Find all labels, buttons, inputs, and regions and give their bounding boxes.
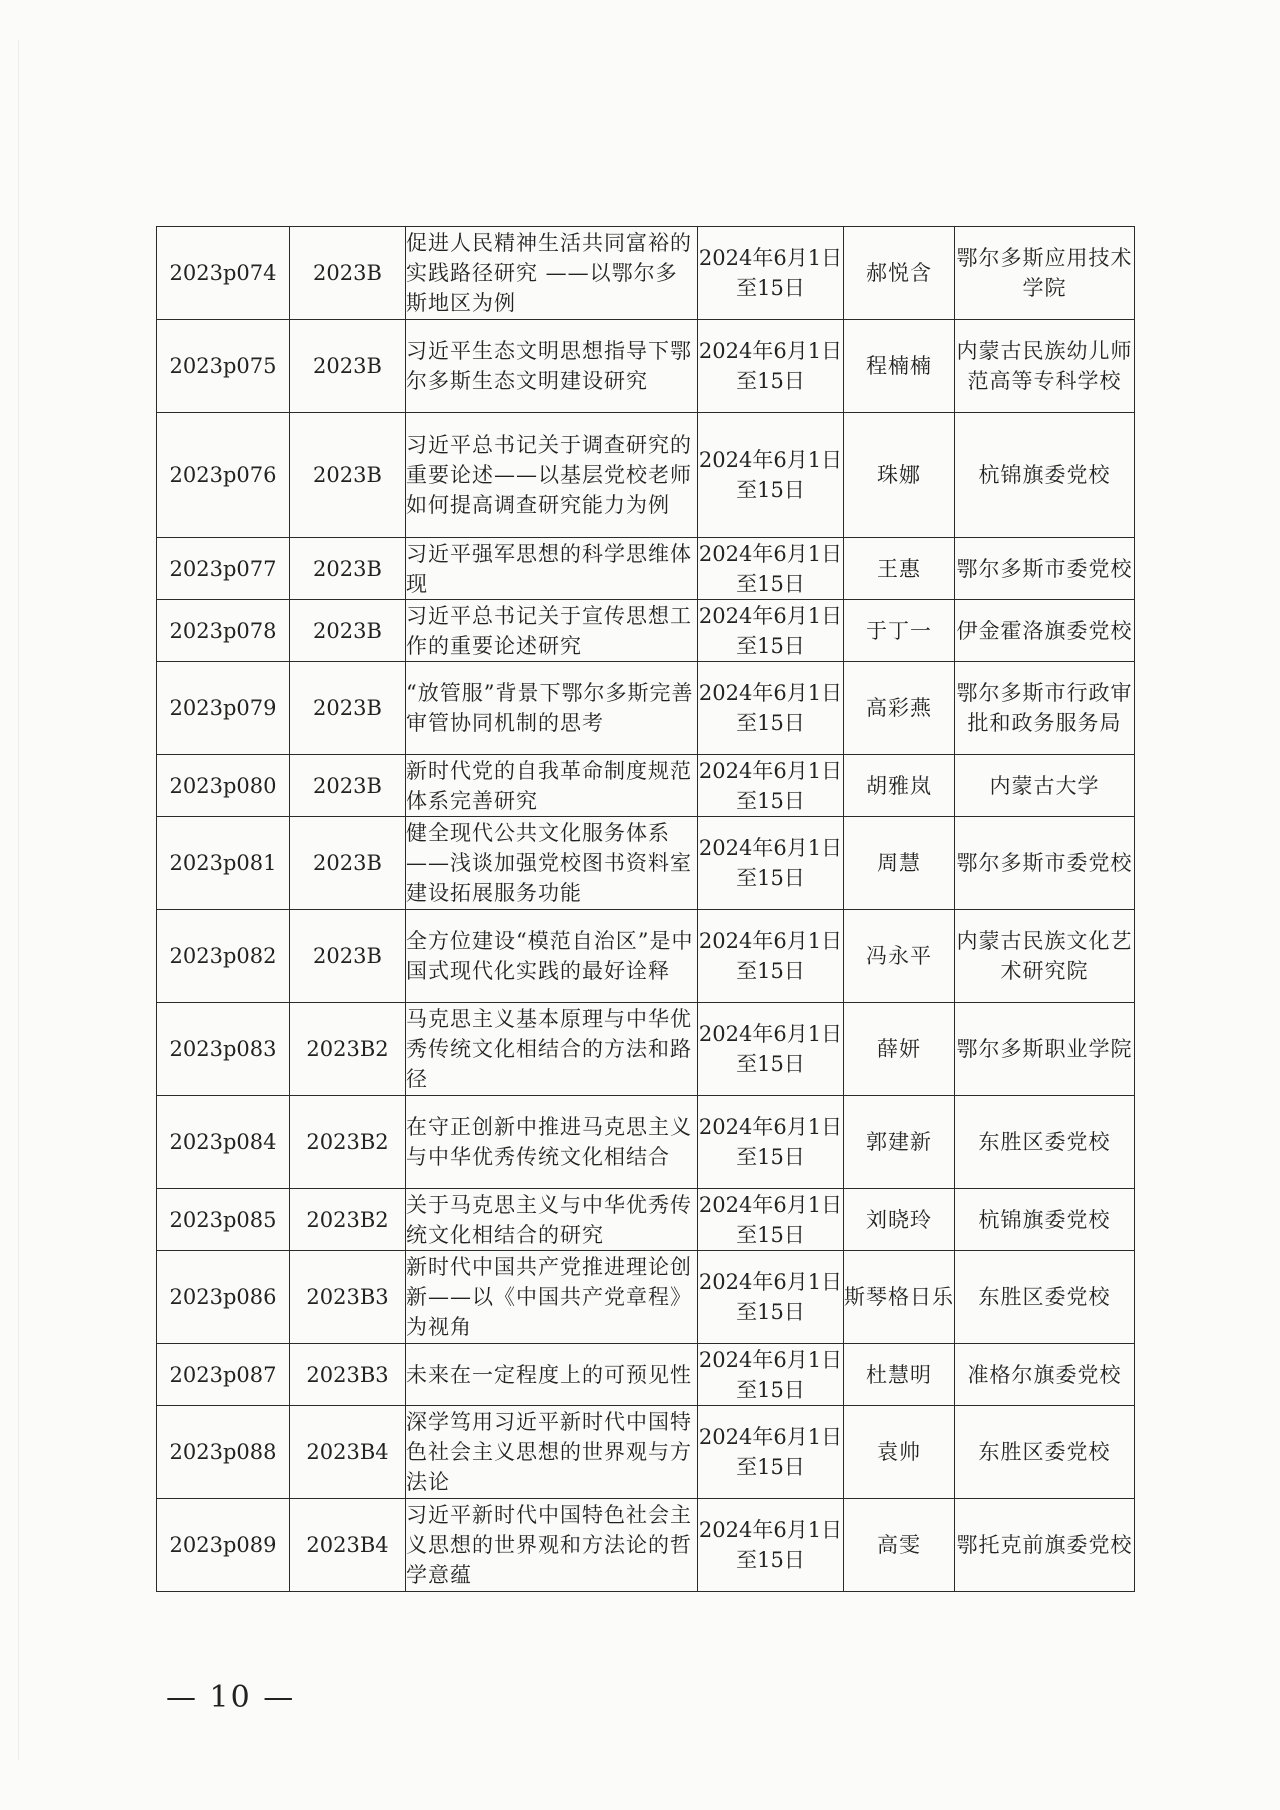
project-title: 在守正创新中推进马克思主义与中华优秀传统文化相结合 [406,1096,698,1189]
project-unit: 准格尔旗委党校 [955,1344,1135,1406]
project-author: 王惠 [844,538,955,600]
project-category: 2023B [290,227,406,320]
project-unit: 鄂托克前旗委党校 [955,1499,1135,1592]
project-date: 2024年6月1日至15日 [698,817,844,910]
project-unit: 杭锦旗委党校 [955,413,1135,538]
project-author: 于丁一 [844,600,955,662]
project-author: 郝悦含 [844,227,955,320]
project-date: 2024年6月1日至15日 [698,1344,844,1406]
project-date: 2024年6月1日至15日 [698,1189,844,1251]
table-row [157,1344,1135,1406]
project-date: 2024年6月1日至15日 [698,662,844,755]
project-category: 2023B [290,817,406,910]
project-title: 全方位建设“模范自治区”是中国式现代化实践的最好诠释 [406,910,698,1003]
table-row [157,1189,1135,1251]
project-category: 2023B3 [290,1251,406,1344]
project-unit: 东胜区委党校 [955,1406,1135,1499]
project-category: 2023B [290,538,406,600]
table-row [157,1251,1135,1344]
project-category: 2023B4 [290,1406,406,1499]
table-row [157,662,1135,755]
project-code: 2023p080 [157,755,290,817]
project-unit: 杭锦旗委党校 [955,1189,1135,1251]
project-author: 高雯 [844,1499,955,1592]
project-title: 新时代中国共产党推进理论创新——以《中国共产党章程》为视角 [406,1251,698,1344]
table-row [157,538,1135,600]
project-unit: 内蒙古民族幼儿师范高等专科学校 [955,320,1135,413]
table-row [157,910,1135,1003]
project-table [156,226,1135,1592]
project-title: 习近平新时代中国特色社会主义思想的世界观和方法论的哲学意蕴 [406,1499,698,1592]
project-title: 未来在一定程度上的可预见性 [406,1344,698,1406]
project-category: 2023B [290,755,406,817]
table-row [157,1096,1135,1189]
project-code: 2023p085 [157,1189,290,1251]
project-author: 程楠楠 [844,320,955,413]
project-date: 2024年6月1日至15日 [698,1003,844,1096]
project-unit: 伊金霍洛旗委党校 [955,600,1135,662]
project-unit: 东胜区委党校 [955,1251,1135,1344]
project-category: 2023B2 [290,1189,406,1251]
project-code: 2023p089 [157,1499,290,1592]
project-unit: 内蒙古大学 [955,755,1135,817]
table-row [157,413,1135,538]
project-unit: 东胜区委党校 [955,1096,1135,1189]
project-unit: 内蒙古民族文化艺术研究院 [955,910,1135,1003]
project-title: 关于马克思主义与中华优秀传统文化相结合的研究 [406,1189,698,1251]
project-title: 新时代党的自我革命制度规范体系完善研究 [406,755,698,817]
table-row [157,227,1135,320]
project-title: 习近平强军思想的科学思维体现 [406,538,698,600]
project-category: 2023B [290,910,406,1003]
project-code: 2023p086 [157,1251,290,1344]
project-author: 高彩燕 [844,662,955,755]
project-code: 2023p081 [157,817,290,910]
project-code: 2023p074 [157,227,290,320]
project-title: 促进人民精神生活共同富裕的实践路径研究 ——以鄂尔多斯地区为例 [406,227,698,320]
project-title: 深学笃用习近平新时代中国特色社会主义思想的世界观与方法论 [406,1406,698,1499]
project-category: 2023B3 [290,1344,406,1406]
project-category: 2023B4 [290,1499,406,1592]
project-code: 2023p078 [157,600,290,662]
project-author: 郭建新 [844,1096,955,1189]
table-row [157,1499,1135,1592]
table-row [157,755,1135,817]
project-author: 冯永平 [844,910,955,1003]
project-code: 2023p076 [157,413,290,538]
project-date: 2024年6月1日至15日 [698,910,844,1003]
project-author: 珠娜 [844,413,955,538]
project-title: “放管服”背景下鄂尔多斯完善审管协同机制的思考 [406,662,698,755]
project-date: 2024年6月1日至15日 [698,755,844,817]
project-title: 习近平总书记关于调查研究的重要论述——以基层党校老师如何提高调查研究能力为例 [406,413,698,538]
project-title: 习近平生态文明思想指导下鄂尔多斯生态文明建设研究 [406,320,698,413]
project-title: 马克思主义基本原理与中华优秀传统文化相结合的方法和路径 [406,1003,698,1096]
project-code: 2023p087 [157,1344,290,1406]
project-category: 2023B [290,413,406,538]
table-body [157,227,1135,1592]
table-row [157,1003,1135,1096]
project-title: 健全现代公共文化服务体系——浅谈加强党校图书资料室建设拓展服务功能 [406,817,698,910]
project-unit: 鄂尔多斯市行政审批和政务服务局 [955,662,1135,755]
project-unit: 鄂尔多斯应用技术学院 [955,227,1135,320]
project-date: 2024年6月1日至15日 [698,1251,844,1344]
project-date: 2024年6月1日至15日 [698,320,844,413]
project-author: 周慧 [844,817,955,910]
project-category: 2023B [290,662,406,755]
project-author: 杜慧明 [844,1344,955,1406]
project-date: 2024年6月1日至15日 [698,1406,844,1499]
project-category: 2023B [290,320,406,413]
project-category: 2023B2 [290,1003,406,1096]
project-author: 刘晓玲 [844,1189,955,1251]
project-author: 袁帅 [844,1406,955,1499]
table-row [157,320,1135,413]
project-category: 2023B2 [290,1096,406,1189]
project-unit: 鄂尔多斯市委党校 [955,817,1135,910]
table-row [157,600,1135,662]
project-code: 2023p082 [157,910,290,1003]
project-date: 2024年6月1日至15日 [698,1096,844,1189]
project-category: 2023B [290,600,406,662]
table-row [157,817,1135,910]
project-unit: 鄂尔多斯职业学院 [955,1003,1135,1096]
project-date: 2024年6月1日至15日 [698,1499,844,1592]
project-code: 2023p077 [157,538,290,600]
project-code: 2023p088 [157,1406,290,1499]
project-unit: 鄂尔多斯市委党校 [955,538,1135,600]
project-date: 2024年6月1日至15日 [698,413,844,538]
project-date: 2024年6月1日至15日 [698,227,844,320]
table-row [157,1406,1135,1499]
page-number: — 10 — [166,1680,296,1715]
project-date: 2024年6月1日至15日 [698,538,844,600]
project-date: 2024年6月1日至15日 [698,600,844,662]
project-code: 2023p084 [157,1096,290,1189]
project-code: 2023p079 [157,662,290,755]
project-author: 薛妍 [844,1003,955,1096]
project-author: 斯琴格日乐 [844,1251,955,1344]
scan-edge-line [18,40,19,1760]
project-code: 2023p083 [157,1003,290,1096]
project-code: 2023p075 [157,320,290,413]
project-author: 胡雅岚 [844,755,955,817]
project-title: 习近平总书记关于宣传思想工作的重要论述研究 [406,600,698,662]
